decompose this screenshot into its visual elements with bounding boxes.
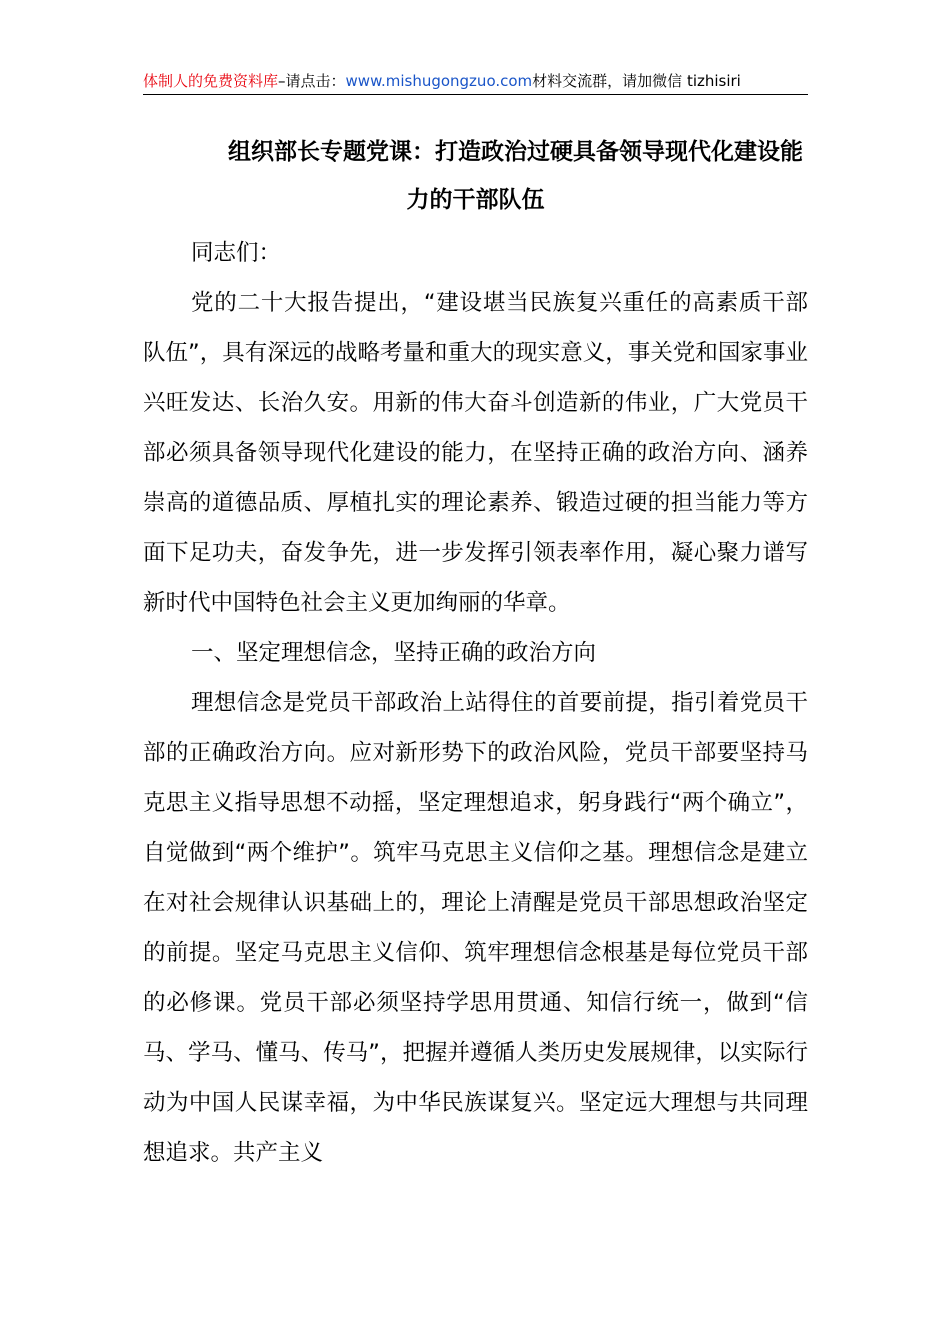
header-url-link[interactable]: www.mishugongzuo.com: [345, 72, 533, 90]
header-separator: –请点击：: [278, 72, 346, 90]
document-title-line-2: 力的干部队伍: [406, 187, 545, 213]
salutation: 同志们：: [191, 240, 282, 266]
page-header: [143, 70, 808, 95]
section-heading-1: 一、坚定理想信念，坚持正确的政治方向: [191, 640, 597, 666]
document-title-line-1: 组织部长专题党课：打造政治过硬具备领导现代化建设能: [228, 139, 803, 165]
header-contact: 材料交流群，请加微信 tizhisiri: [532, 72, 741, 90]
header-brand: 体制人的免费资料库: [143, 72, 279, 90]
document-body: [143, 228, 808, 1178]
paragraph-section-1: 理想信念是党员干部政治上站得住的首要前提，指引着党员干部的正确政治方向。应对新形势下的政治风险，党员干部要坚持马克思主义指导思想不动摇，坚定理想追求，躬身践行“两个确立”，自觉做到“两个维护”。筑牢马克思主义信仰之基。理想信念是建立在对社会规律认识基础上的，理论上清醒是党员干部思想政治坚定的前提。坚定马克思主义信仰、筑牢理想信念根基是每位党员干部的必修课。党员干部必须坚持学思用贯通、知信行统一，做到“信马、学马、懂马、传马”，把握并遵循人类历史发展规律，以实际行动为中国人民谋幸福，为中华民族谋复兴。坚定远大理想与共同理想追求。共产主义: [143, 690, 808, 1166]
paragraph-intro: 党的二十大报告提出，“建设堪当民族复兴重任的高素质干部队伍”，具有深远的战略考量和重大的现实意义，事关党和国家事业兴旺发达、长治久安。用新的伟大奋斗创造新的伟业，广大党员干部必须具备领导现代化建设的能力，在坚持正确的政治方向、涵养崇高的道德品质、厚植扎实的理论素养、锻造过硬的担当能力等方面下足功夫，奋发争先，进一步发挥引领表率作用，凝心聚力谱写新时代中国特色社会主义更加绚丽的华章。: [143, 290, 808, 616]
